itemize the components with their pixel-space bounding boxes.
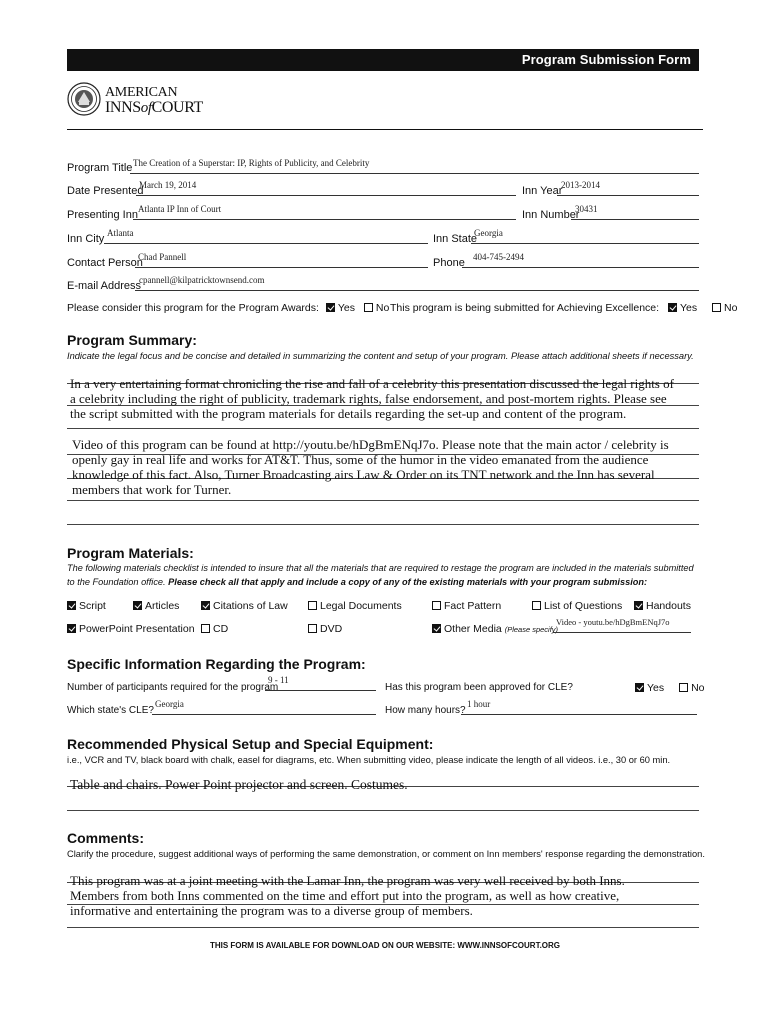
inn-year-label: Inn Year (522, 185, 563, 197)
american-inns-of-court-logo (67, 80, 217, 120)
form-title: Program Submission Form (521, 52, 691, 67)
setup-instructions: i.e., VCR and TV, black board with chalk, easel for diagrams, etc. When submitting video, please indicate the length of all videos. i.e., 30 or 60 min. (67, 755, 671, 765)
cle-yes-checkbox[interactable] (635, 683, 644, 692)
excellence-yes-label: Yes (679, 302, 698, 314)
summary-line: Video of this program can be found at http://youtu.be/hDgBmENqJ7o. Please note that the main actor / celebrity is (72, 437, 669, 452)
phone-field[interactable] (462, 254, 699, 268)
presenting-inn-value: Atlanta IP Inn of Court (138, 204, 222, 214)
material-cd[interactable]: CD (201, 623, 228, 635)
program-summary-text-1[interactable] (70, 376, 674, 421)
checkbox-icon (432, 601, 441, 610)
inn-number-label: Inn Number (522, 209, 580, 221)
phone-label: Phone (433, 257, 465, 269)
inn-city-field[interactable] (104, 230, 428, 244)
which-state-label: Which state's CLE? (67, 705, 154, 716)
cle-no-checkbox[interactable] (679, 683, 688, 692)
other-media-value: Video - youtu.be/hDgBmENqJ7o (556, 617, 670, 627)
material-handouts[interactable]: Handouts (634, 600, 691, 612)
summary-line: In a very entertaining format chronicling the rise and fall of a celebrity this presentation discussed the legal rights of (70, 376, 674, 391)
checkbox-icon (201, 601, 210, 610)
comments-heading: Comments: (67, 830, 145, 846)
other-media-field[interactable] (553, 619, 691, 633)
excellence-no-checkbox[interactable] (712, 303, 721, 312)
excellence-yes-checkbox[interactable] (668, 303, 677, 312)
phone-value: 404-745-2494 (473, 252, 524, 262)
cle-label: Has this program been approved for CLE? (385, 682, 573, 693)
inn-state-value: Georgia (474, 228, 503, 238)
inn-city-label: Inn City (67, 233, 105, 245)
summary-line: openly gay in real life and works for AT&T. Thus, some of the humor in the video emanated from the audience (72, 452, 649, 467)
comment-line: informative and entertaining the program was to a diverse group of members. (70, 903, 473, 918)
comments-rule-3 (67, 927, 699, 928)
summary-rule-7 (67, 524, 699, 525)
which-state-field[interactable] (152, 701, 376, 715)
summary-rule-3 (67, 428, 699, 429)
header-divider (67, 129, 703, 130)
which-state-value: Georgia (155, 699, 184, 709)
awards-no-label: No (375, 302, 390, 314)
specific-info-heading: Specific Information Regarding the Program: (67, 656, 366, 672)
logo-text-line1: AMERICAN (105, 85, 178, 100)
awards-row (67, 302, 389, 314)
material-other-media[interactable]: Other Media (Please specify) (432, 623, 558, 635)
summary-line: the script submitted with the program materials for details regarding the set-up and content of the program. (70, 406, 627, 421)
program-summary-instructions: Indicate the legal focus and be concise and detailed in summarizing the content and setup of your program. Please attach additional sheets if necessary. (67, 351, 694, 361)
awards-yes-label: Yes (337, 302, 355, 314)
inn-year-field[interactable] (557, 182, 699, 196)
material-dvd[interactable]: DVD (308, 623, 342, 635)
program-title-value: The Creation of a Superstar: IP, Rights of Publicity, and Celebrity (133, 158, 370, 168)
excellence-row (390, 302, 737, 314)
contact-person-value: Chad Pannell (138, 252, 187, 262)
cle-yes-label: Yes (647, 682, 665, 694)
presenting-inn-label: Presenting Inn (67, 209, 138, 221)
setup-text[interactable]: Table and chairs. Power Point projector and screen. Costumes. (70, 777, 408, 792)
inn-state-label: Inn State (433, 233, 478, 245)
footer-note: THIS FORM IS AVAILABLE FOR DOWNLOAD ON OUR WEBSITE: WWW.INNSOFCOURT.ORG (209, 941, 561, 950)
summary-line: members that work for Turner. (72, 482, 232, 497)
please-specify-note: (Please specify) (504, 625, 559, 634)
program-summary-heading: Program Summary: (67, 332, 197, 348)
contact-person-field[interactable] (135, 254, 428, 268)
cle-no-label: No (691, 682, 705, 694)
material-fact-pattern[interactable]: Fact Pattern (432, 600, 501, 612)
excellence-no-label: No (724, 302, 738, 314)
checkbox-icon (67, 624, 76, 633)
checkbox-icon (67, 601, 76, 610)
email-field[interactable] (135, 277, 699, 291)
contact-person-label: Contact Person (67, 257, 143, 269)
checkbox-icon (432, 624, 441, 633)
inn-number-value: 30431 (575, 204, 598, 214)
inn-city-value: Atlanta (107, 228, 134, 238)
date-presented-label: Date Presented (67, 185, 144, 197)
checkbox-icon (634, 601, 643, 610)
awards-label: Please consider this program for the Program Awards: (67, 302, 319, 314)
logo-text-line2: INNSofCOURT (105, 99, 203, 116)
header-bar (67, 49, 699, 71)
email-value: cpannell@kilpatricktownsend.com (139, 275, 265, 285)
comment-line: Members from both Inns commented on the time and effort put into the program, as well as how creative, (70, 888, 620, 903)
inn-year-value: 2013-2014 (561, 180, 600, 190)
summary-line: a celebrity including the right of publicity, trademark rights, false endorsement, and post-mortem rights. Please see (70, 391, 667, 406)
material-legal-documents[interactable]: Legal Documents (308, 600, 402, 612)
awards-no-checkbox[interactable] (364, 303, 373, 312)
program-summary-text-2[interactable] (72, 437, 669, 497)
inn-number-field[interactable] (571, 206, 699, 220)
material-list-of-questions[interactable]: List of Questions (532, 600, 622, 612)
summary-rule-6 (67, 500, 699, 501)
comments-text[interactable] (70, 873, 625, 918)
comments-instructions: Clarify the procedure, suggest additional ways of performing the same demonstration, or comment on Inn members' response regarding the demonstration. (67, 849, 705, 859)
cle-options (635, 682, 705, 694)
seal-icon (67, 82, 101, 116)
materials-instructions-line1: The following materials checklist is intended to insure that all the materials that are required to restage the program are included in the materials submitted (67, 563, 694, 573)
checkbox-icon (133, 601, 142, 610)
material-script[interactable]: Script (67, 600, 106, 612)
participants-field[interactable] (265, 677, 376, 691)
inn-state-field[interactable] (471, 230, 699, 244)
email-label: E-mail Address (67, 280, 141, 292)
hours-label: How many hours? (385, 705, 466, 716)
participants-value: 9 - 11 (268, 675, 289, 685)
setup-rule-2 (67, 810, 699, 811)
participants-label: Number of participants required for the program (67, 682, 279, 693)
checkbox-icon (201, 624, 210, 633)
materials-instructions-line2: to the Foundation office. Please check all that apply and include a copy of any of the existing materials with your program submission: (67, 577, 648, 587)
setup-heading: Recommended Physical Setup and Special Equipment: (67, 736, 434, 752)
program-materials-heading: Program Materials: (67, 545, 194, 561)
excellence-label: This program is being submitted for Achieving Excellence: (390, 302, 660, 314)
hours-value: 1 hour (467, 699, 491, 709)
date-presented-value: March 19, 2014 (139, 180, 197, 190)
awards-yes-checkbox[interactable] (326, 303, 335, 312)
checkbox-icon (308, 601, 317, 610)
program-title-label: Program Title (67, 162, 133, 174)
date-presented-field[interactable] (136, 182, 516, 196)
comment-line: This program was at a joint meeting with the Lamar Inn, the program was very well received by both Inns. (70, 873, 625, 888)
material-articles[interactable]: Articles (133, 600, 179, 612)
presenting-inn-field[interactable] (133, 206, 516, 220)
hours-field[interactable] (461, 701, 697, 715)
program-title-field[interactable] (130, 160, 699, 174)
checkbox-icon (532, 601, 541, 610)
material-powerpoint[interactable]: PowerPoint Presentation (67, 623, 195, 635)
checkbox-icon (308, 624, 317, 633)
material-citations-of-law[interactable]: Citations of Law (201, 600, 288, 612)
summary-line: knowledge of this fact. Also, Turner Broadcasting airs Law & Order on its TNT network and the Inn has several (72, 467, 655, 482)
